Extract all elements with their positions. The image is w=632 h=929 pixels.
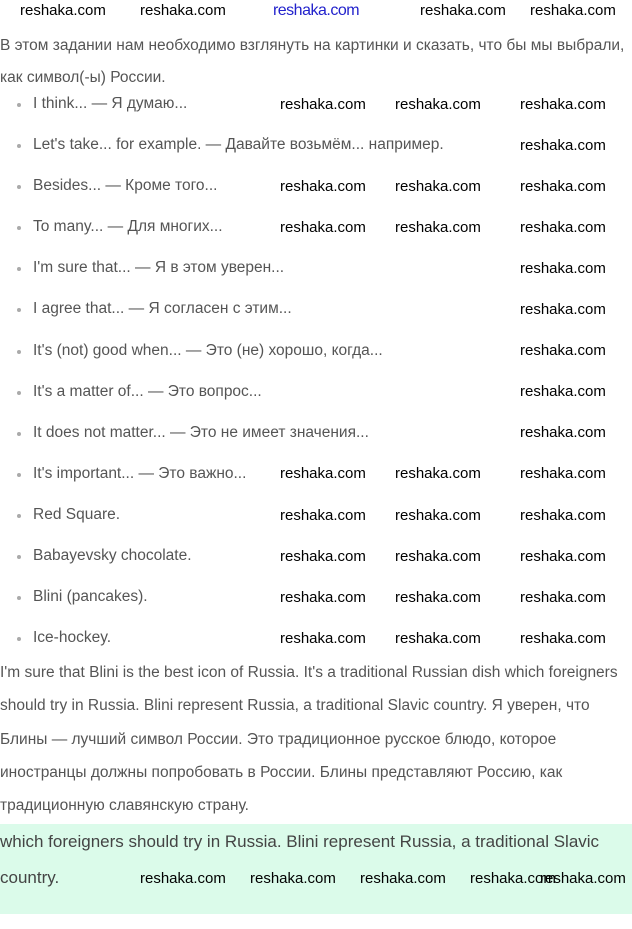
watermark: reshaka.com xyxy=(520,218,606,236)
watermark: reshaka.com xyxy=(280,177,366,195)
watermark: reshaka.com xyxy=(395,547,481,565)
watermark: reshaka.com xyxy=(250,869,336,887)
watermark: reshaka.com xyxy=(520,465,606,483)
watermark: reshaka.com xyxy=(280,218,366,236)
highlighted-text: which foreigners should try in Russia. Blini represent Russia, a traditional Slavic country. xyxy=(0,832,600,887)
list-item: Red Square. xyxy=(0,501,120,542)
watermark: reshaka.com xyxy=(520,547,606,565)
phrase-list xyxy=(0,90,444,665)
watermark: reshaka.com xyxy=(520,301,606,318)
watermark: reshaka.com xyxy=(395,506,481,524)
watermark: reshaka.com xyxy=(395,177,481,195)
list-item: It's a matter of... — Это вопрос... xyxy=(0,378,262,419)
list-item: It's (not) good when... — Это (не) хорошо, когда... xyxy=(0,337,383,378)
watermark: reshaka.com xyxy=(420,2,506,19)
watermark: reshaka.com xyxy=(520,383,606,401)
watermark: reshaka.com xyxy=(280,629,366,647)
watermark: reshaka.com xyxy=(360,869,446,887)
watermark: reshaka.com xyxy=(520,424,606,442)
watermark: reshaka.com xyxy=(520,136,606,154)
list-item: Ice-hockey. xyxy=(0,624,111,665)
watermark: reshaka.com xyxy=(395,629,481,647)
watermark: reshaka.com xyxy=(520,95,606,113)
list-item: It does not matter... — Это не имеет значения... xyxy=(0,419,369,460)
list-item: Babayevsky chocolate. xyxy=(0,542,192,583)
site-header-logo[interactable]: reshaka.com xyxy=(272,2,360,19)
watermark: reshaka.com xyxy=(530,2,616,19)
watermark: reshaka.com xyxy=(520,342,606,360)
list-item: I'm sure that... — Я в этом уверен... xyxy=(0,254,284,295)
watermark: reshaka.com xyxy=(395,465,481,483)
watermark: reshaka.com xyxy=(395,218,481,236)
watermark: reshaka.com xyxy=(280,95,366,113)
watermark: reshaka.com xyxy=(520,177,606,195)
list-item: Let's take... for example. — Давайте возьмём... например. xyxy=(0,131,444,172)
watermark: reshaka.com xyxy=(20,2,106,19)
list-item: Besides... — Кроме того... xyxy=(0,172,217,213)
watermark: reshaka.com xyxy=(280,588,366,606)
answer-paragraph: I'm sure that Blini is the best icon of Russia. It's a traditional Russian dish which foreigners should try in Russia. Blini represent Russia, a traditional Slavic country. Я уверен, что Блины — лучший символ России. Это традиционное русское блюдо, которое иностранцы должны попробовать в России. Блины представляют Россию, как традиционную славянскую страну. xyxy=(0,664,618,815)
watermark: reshaka.com xyxy=(520,259,606,277)
watermark: reshaka.com xyxy=(280,465,366,483)
watermark: reshaka.com xyxy=(520,506,606,524)
watermark: reshaka.com xyxy=(140,869,226,887)
list-item: It's important... — Это важно... xyxy=(0,460,246,501)
watermark: reshaka.com xyxy=(140,2,226,19)
watermark: reshaka.com xyxy=(520,588,606,606)
task-intro: В этом задании нам необходимо взглянуть на картинки и сказать, что бы мы выбрали, как символ(-ы) России. xyxy=(0,37,625,86)
list-item: I agree that... — Я согласен с этим... xyxy=(0,295,292,336)
watermark: reshaka.com xyxy=(540,869,626,887)
watermark: reshaka.com xyxy=(520,629,606,647)
watermark: reshaka.com xyxy=(280,506,366,524)
list-item: To many... — Для многих... xyxy=(0,213,223,254)
watermark: reshaka.com xyxy=(280,547,366,565)
watermark: reshaka.com xyxy=(395,588,481,606)
list-item: I think... — Я думаю... xyxy=(0,90,187,131)
watermark: reshaka.com xyxy=(470,869,556,887)
watermark: reshaka.com xyxy=(395,95,481,113)
list-item: Blini (pancakes). xyxy=(0,583,148,624)
